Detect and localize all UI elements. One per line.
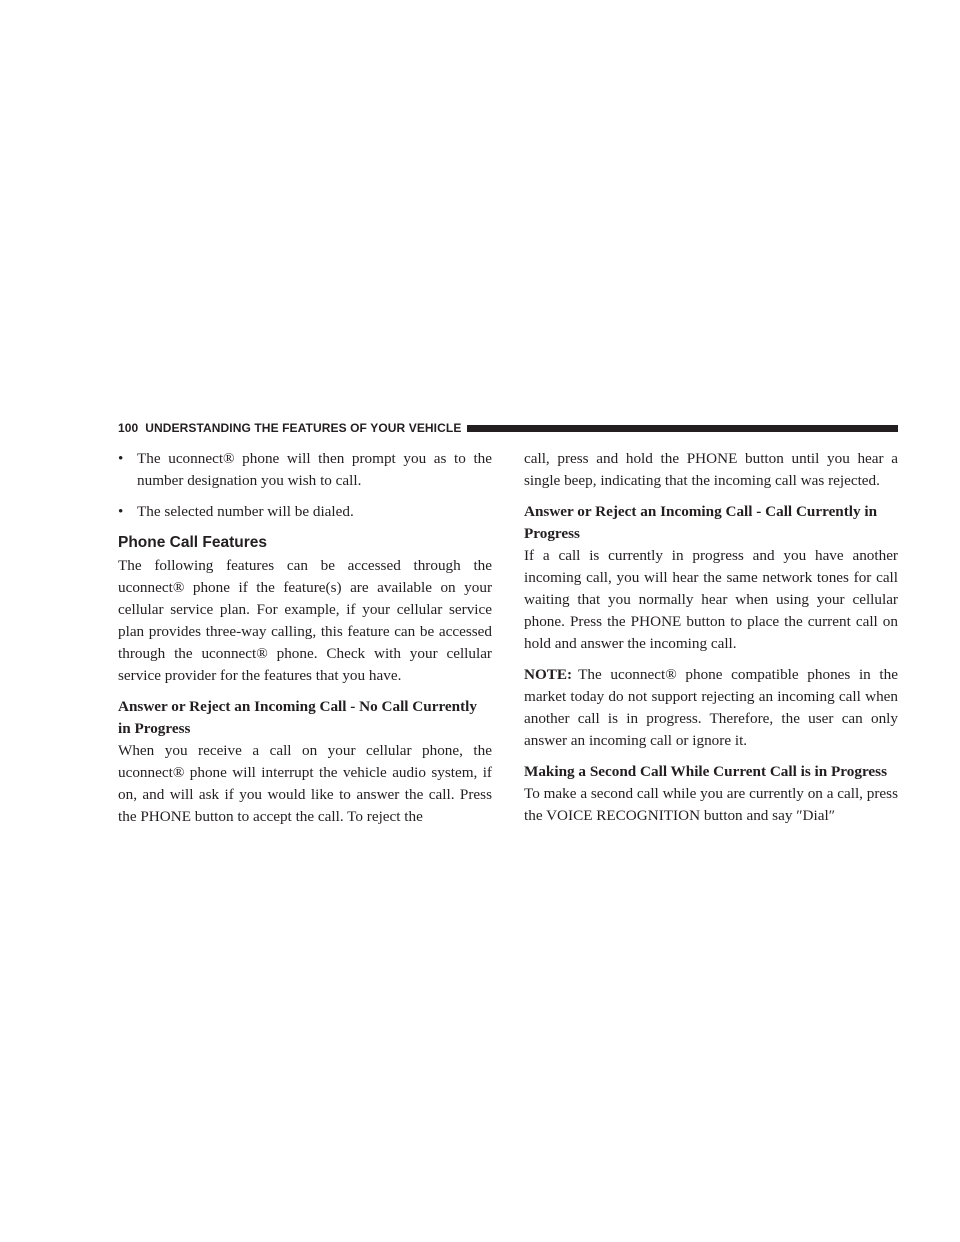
header-rule xyxy=(467,425,898,432)
bullet-item xyxy=(118,501,492,523)
subheading-second-call: Making a Second Call While Current Call is in Progress xyxy=(524,763,887,780)
header-spacer xyxy=(138,421,145,435)
bullet-text: The uconnect® phone will then prompt you as to the number designation you wish to call. xyxy=(137,450,492,489)
bullet-dot: • xyxy=(118,450,124,467)
subheading-call-in-progress: Answer or Reject an Incoming Call - Call Currently in Progress xyxy=(524,503,878,542)
bullet-item xyxy=(118,448,492,492)
header-title: UNDERSTANDING THE FEATURES OF YOUR VEHICLE xyxy=(145,421,462,435)
paragraph-call-in-progress: If a call is currently in progress and you have another incoming call, you will hear the same network tones for call waiting that you normally hear when using your cellular phone. Press the PHONE button to place the current call on hold and answer the incoming call. xyxy=(524,547,898,652)
intro-paragraph: The following features can be accessed through the uconnect® phone if the feature(s) are available on your cellular service plan. For example, if your cellular service plan provides three-way calling, this feature can be accessed through the uconnect® phone. Check with your cellular service provider for the features that you have. xyxy=(118,557,492,684)
bullet-dot: • xyxy=(118,503,124,520)
page-number: 100 xyxy=(118,421,139,435)
paragraph-no-call: When you receive a call on your cellular phone, the uconnect® phone will interrupt the vehicle audio system, if on, and will ask if you would like to answer the call. Press the PHONE button to accept the call. To reject the xyxy=(118,742,492,825)
note-text: The uconnect® phone compatible phones in the market today do not support rejecting an incoming call when another call is in progress. Therefore, the user can only answer an incoming call or ignore it. xyxy=(524,666,898,749)
note-paragraph xyxy=(524,664,898,752)
right-column xyxy=(524,448,898,836)
section-heading: Phone Call Features xyxy=(118,534,268,551)
left-column xyxy=(118,448,492,837)
paragraph-second-call: To make a second call while you are currently on a call, press the VOICE RECOGNITION button and say ″Dial″ xyxy=(524,785,898,824)
note-label: NOTE: xyxy=(524,666,573,683)
paragraph-continued: call, press and hold the PHONE button until you hear a single beep, indicating that the incoming call was rejected. xyxy=(524,450,898,489)
page-header xyxy=(118,420,898,436)
subheading-no-call: Answer or Reject an Incoming Call - No Call Currently in Progress xyxy=(118,698,477,737)
bullet-text: The selected number will be dialed. xyxy=(137,503,354,520)
